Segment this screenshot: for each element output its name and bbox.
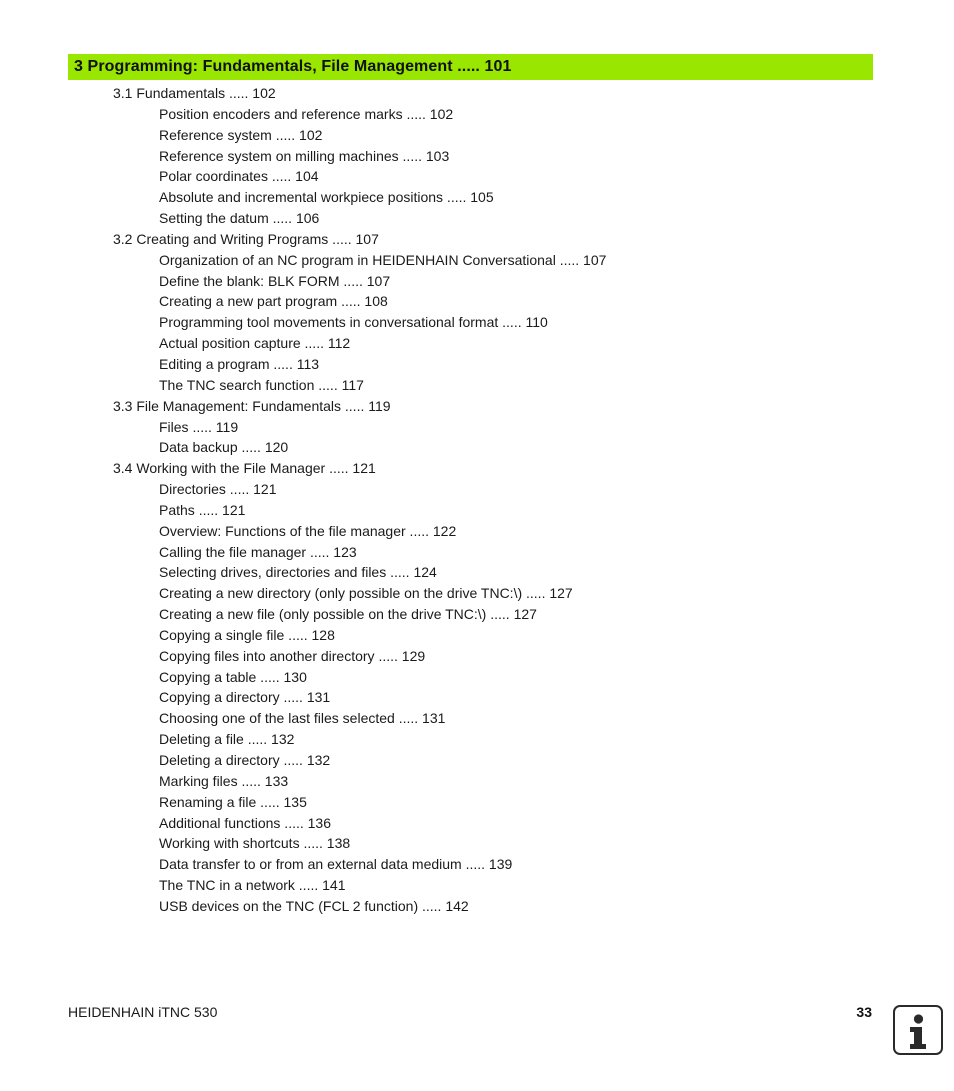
toc-subsection-entry: Renaming a file ..... 135: [159, 793, 307, 810]
toc-subsection-entry: Polar coordinates ..... 104: [159, 168, 319, 185]
toc-subsection-entry: Directories ..... 121: [159, 481, 277, 498]
info-icon: [893, 1005, 943, 1055]
toc-subsection-entry: Data transfer to or from an external data medium ..... 139: [159, 856, 513, 873]
toc-section-entry: 3.2 Creating and Writing Programs ..... 107: [113, 230, 379, 247]
toc-subsection-entry: Programming tool movements in conversational format ..... 110: [159, 314, 548, 331]
toc-subsection-entry: Deleting a directory ..... 132: [159, 752, 331, 768]
toc-subsection-entry: Marking files ..... 133: [159, 772, 289, 789]
toc-subsection-entry: Deleting a file ..... 132: [159, 731, 295, 748]
toc-subsection-entry: Creating a new file (only possible on the drive TNC:\) ..... 127: [159, 606, 537, 623]
toc-subsection-entry: Creating a new part program ..... 108: [159, 293, 388, 310]
toc-subsection-entry: USB devices on the TNC (FCL 2 function) ..... 142: [159, 897, 469, 914]
toc-subsection-entry: Overview: Functions of the file manager ..... 122: [159, 522, 457, 539]
toc-subsection-entry: Selecting drives, directories and files ..... 124: [159, 564, 437, 581]
toc-subsection-entry: Reference system ..... 102: [159, 126, 323, 143]
toc-subsection-entry: Organization of an NC program in HEIDENHAIN Conversational ..... 107: [159, 251, 607, 268]
toc-subsection-entry: Define the blank: BLK FORM ..... 107: [159, 272, 391, 289]
toc-section-entry: 3.4 Working with the File Manager ..... 121: [113, 460, 376, 477]
toc-subsection-entry: Setting the datum ..... 106: [159, 210, 320, 227]
toc-subsection-entry: Calling the file manager ..... 123: [159, 543, 357, 560]
toc-subsection-entry: Absolute and incremental workpiece positions ..... 105: [159, 189, 494, 206]
toc-subsection-entry: The TNC search function ..... 117: [159, 376, 364, 393]
toc-subsection-entry: Copying a table ..... 130: [159, 668, 307, 685]
chapter-title: 3 Programming: Fundamentals, File Management ..... 101: [74, 58, 512, 75]
toc-subsection-entry: Position encoders and reference marks ..... 102: [159, 105, 454, 122]
toc-subsection-entry: Data backup ..... 120: [159, 439, 289, 456]
toc-subsection-entry: Copying files into another directory ..... 129: [159, 647, 426, 664]
toc-subsection-entry: Copying a directory ..... 131: [159, 689, 331, 706]
page-number: 33: [856, 1004, 872, 1020]
toc-subsection-entry: The TNC in a network ..... 141: [159, 877, 346, 894]
toc-subsection-entry: Editing a program ..... 113: [159, 355, 320, 372]
toc-subsection-entry: Working with shortcuts ..... 138: [159, 835, 351, 852]
toc-subsection-entry: Actual position capture ..... 112: [159, 335, 351, 352]
toc-section-entry: 3.3 File Management: Fundamentals ..... 119: [113, 397, 391, 414]
toc-subsection-entry: Reference system on milling machines ..... 103: [159, 147, 450, 164]
toc-subsection-entry: Choosing one of the last files selected ..... 131: [159, 710, 446, 727]
toc-subsection-entry: Creating a new directory (only possible on the drive TNC:\) ..... 127: [159, 585, 573, 602]
toc-subsection-entry: Copying a single file ..... 128: [159, 626, 335, 643]
table-of-contents: [0, 83, 954, 917]
toc-subsection-entry: Paths ..... 121: [159, 501, 246, 518]
toc-subsection-entry: Additional functions ..... 136: [159, 814, 331, 831]
footer-product-name: HEIDENHAIN iTNC 530: [68, 1004, 218, 1020]
chapter-heading-bar: [68, 54, 873, 80]
toc-section-entry: 3.1 Fundamentals ..... 102: [113, 85, 276, 101]
toc-subsection-entry: Files ..... 119: [159, 418, 239, 435]
